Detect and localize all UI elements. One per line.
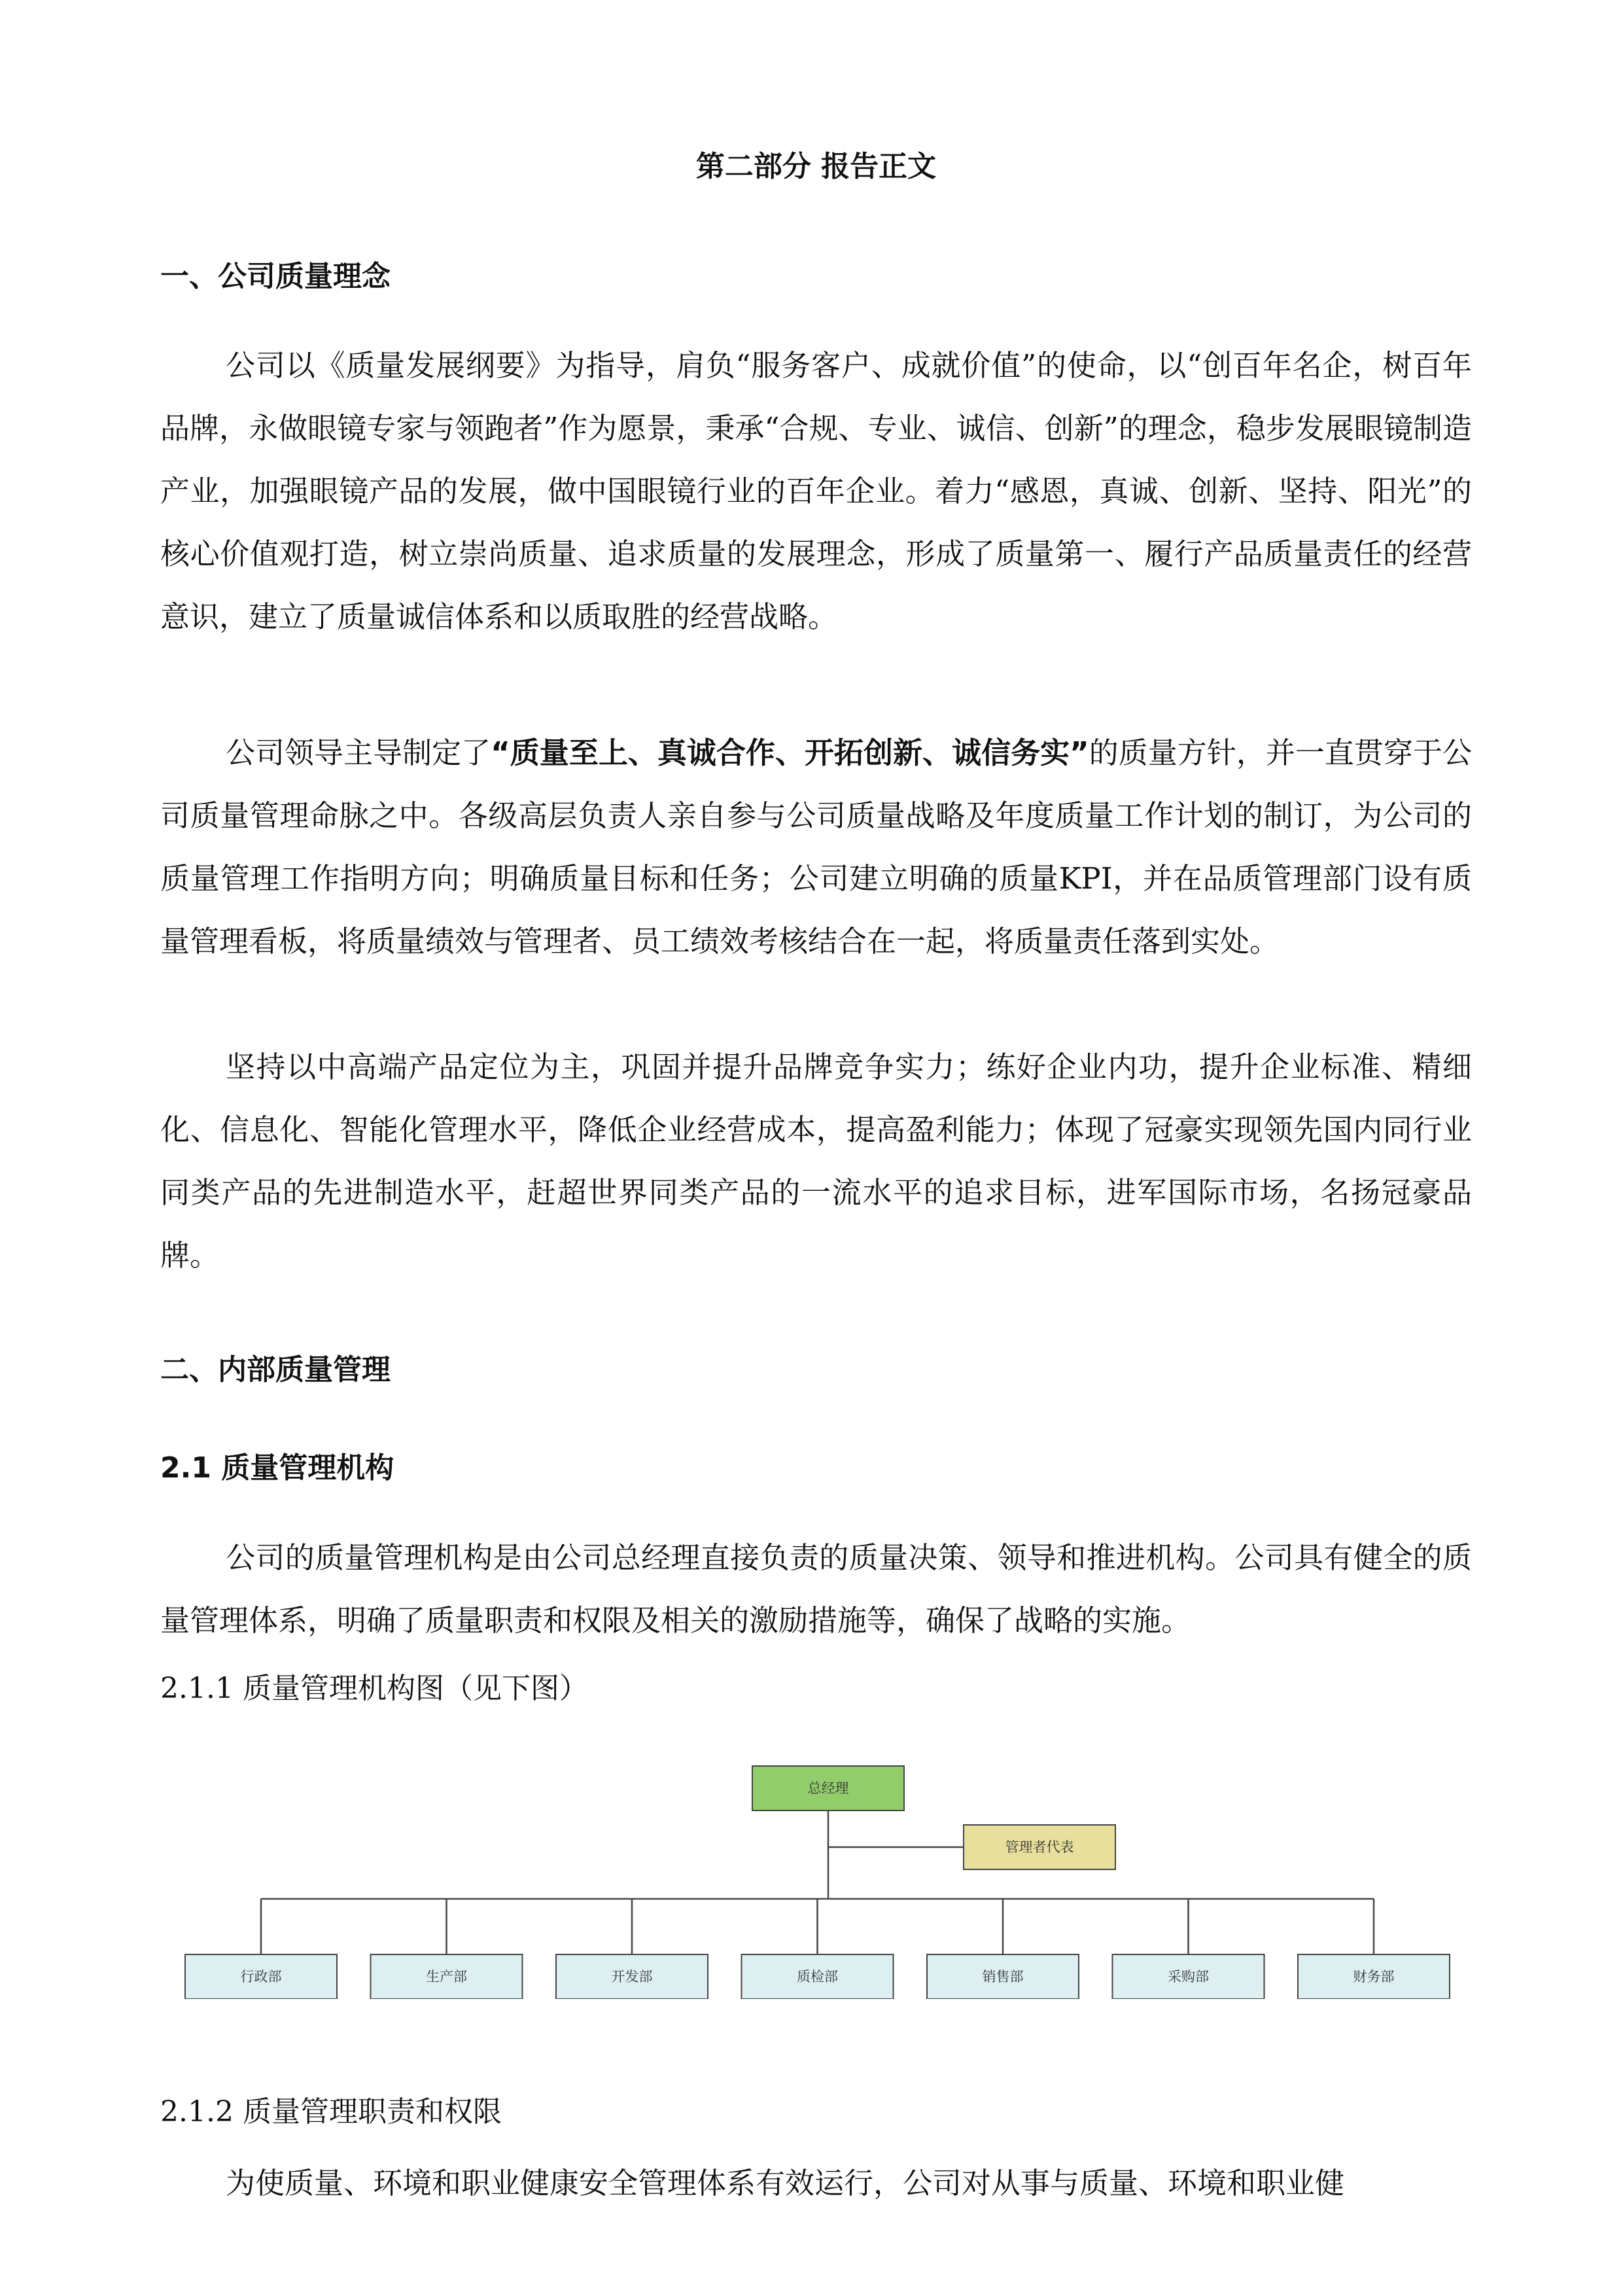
subsection-heading-org-chart: 2.1.1 质量管理机构图（见下图）	[160, 1672, 588, 1705]
org-chart	[160, 1737, 1472, 1999]
org-box-department-label: 开发部	[611, 1969, 653, 1985]
org-box-management-representative	[964, 1825, 1115, 1869]
org-box-department-label: 行政部	[240, 1969, 282, 1985]
org-box-department	[1298, 1954, 1450, 1999]
org-box-department-label: 质检部	[797, 1969, 838, 1985]
org-box-department-label: 生产部	[426, 1969, 467, 1985]
org-box-department-label: 销售部	[982, 1969, 1024, 1985]
org-box-department	[742, 1954, 894, 1999]
paragraph-quality-policy	[160, 722, 1472, 973]
org-box-management-representative-label: 管理者代表	[1005, 1839, 1074, 1855]
org-box-department	[1113, 1954, 1265, 1999]
section-heading-internal-management: 二、内部质量管理	[160, 1353, 391, 1386]
document-page	[160, 0, 1472, 2296]
org-box-department	[185, 1954, 337, 1999]
policy-quote: “质量至上、真诚合作、开拓创新、诚信务实”	[491, 735, 1089, 770]
policy-text-before: 公司领导主导制定了	[226, 735, 491, 770]
paragraph-responsibilities: 为使质量、环境和职业健康安全管理体系有效运行，公司对从事与质量、环境和职业健	[226, 2166, 1345, 2200]
org-box-general-manager	[752, 1766, 904, 1810]
org-chart-connectors	[261, 1810, 1374, 1954]
org-box-department	[556, 1954, 708, 1999]
org-box-general-manager-label: 总经理	[807, 1780, 849, 1796]
paragraph-organization: 公司的质量管理机构是由公司总经理直接负责的质量决策、领导和推进机构。公司具有健全的质量管理体系，明确了质量职责和权限及相关的激励措施等，确保了战略的实施。	[160, 1540, 1472, 1638]
section-heading-quality-philosophy: 一、公司质量理念	[160, 260, 391, 293]
policy-text-after: 的质量方针，并一直贯穿于公司质量管理命脉之中。各级高层负责人亲自参与公司质量战略及年度质量工作计划的制订，为公司的质量管理工作指明方向；明确质量目标和任务；公司建立明确的质量KPI，并在品质管理部门设有质量管理看板，将质量绩效与管理者、员工绩效考核结合在一起，将质量责任落到实处。	[160, 735, 1472, 959]
org-box-department-label: 财务部	[1353, 1969, 1395, 1985]
org-departments	[185, 1954, 1450, 1999]
org-box-department	[927, 1954, 1079, 1999]
paragraph-positioning: 坚持以中高端产品定位为主，巩固并提升品牌竞争实力；练好企业内功，提升企业标准、精细化、信息化、智能化管理水平，降低企业经营成本，提高盈利能力；体现了冠豪实现领先国内同行业同类产品的先进制造水平，赶超世界同类产品的一流水平的追求目标，进军国际市场，名扬冠豪品牌。	[160, 1050, 1472, 1273]
paragraph-quality-philosophy-1: 公司以《质量发展纲要》为指导，肩负“服务客户、成就价值”的使命，以“创百年名企，树百年品牌，永做眼镜专家与领跑者”作为愿景，秉承“合规、专业、诚信、创新”的理念，稳步发展眼镜制造产业，加强眼镜产品的发展，做中国眼镜行业的百年企业。着力“感恩，真诚、创新、坚持、阳光”的核心价值观打造，树立崇尚质量、追求质量的发展理念，形成了质量第一、履行产品质量责任的经营意识，建立了质量诚信体系和以质取胜的经营战略。	[160, 348, 1472, 634]
org-box-department	[371, 1954, 523, 1999]
page-title: 第二部分 报告正文	[695, 150, 937, 183]
subsection-heading-organization: 2.1 质量管理机构	[160, 1451, 394, 1485]
org-box-department-label: 采购部	[1168, 1969, 1209, 1985]
subsection-heading-responsibilities: 2.1.2 质量管理职责和权限	[160, 2095, 502, 2128]
